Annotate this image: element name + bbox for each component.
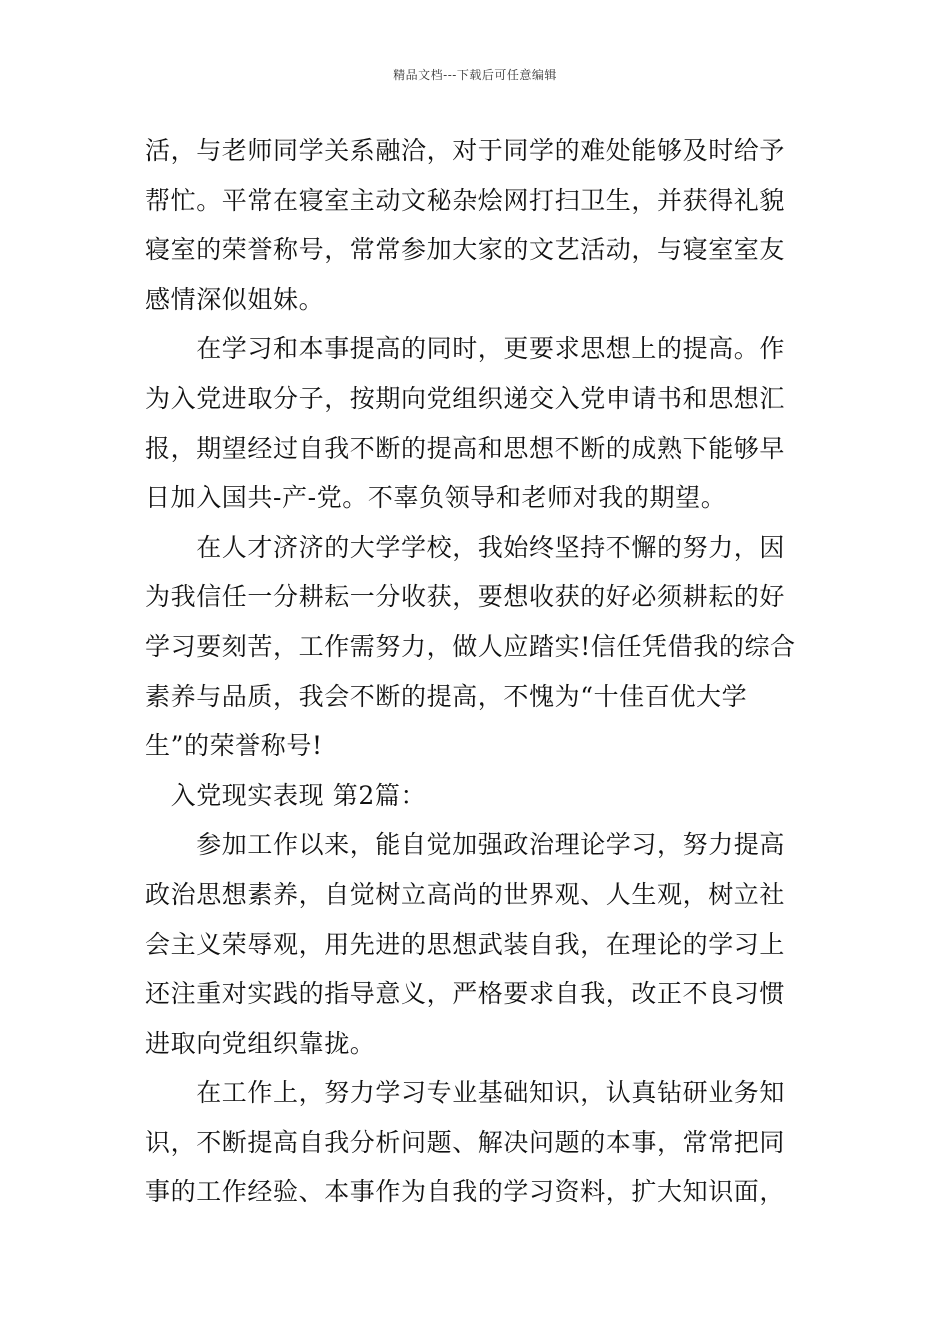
text-line: 日加入国共-产-党。不辜负领导和老师对我的期望。 [145, 483, 727, 513]
text-line: 为我信任一分耕耘一分收获，要想收获的好必须耕耘的好 [145, 582, 786, 612]
text-line: 感情深似姐妹。 [145, 284, 325, 314]
text-line: 活，与老师同学关系融洽，对于同学的难处能够及时给予 [145, 136, 786, 165]
text-line: 还注重对实践的指导意义，严格要求自我，改正不良习惯 [145, 979, 786, 1009]
text-line: 会主义荣辱观，用先进的思想武装自我，在理论的学习上 [145, 929, 786, 959]
text-line: 帮忙。平常在寝室主动文秘杂烩网打扫卫生，并获得礼貌 [145, 185, 786, 215]
text-line: 在学习和本事提高的同时，更要求思想上的提高。作 [145, 334, 786, 364]
text-line: 报，期望经过自我不断的提高和思想不断的成熟下能够早 [145, 433, 786, 463]
text-line: 生”的荣誉称号! [145, 731, 323, 761]
text-line: 政治思想素养，自觉树立高尚的世界观、人生观，树立社 [145, 879, 786, 909]
page-header: 精品文档---下载后可任意编辑 [393, 68, 557, 82]
text-line: 事的工作经验、本事作为自我的学习资料，扩大知识面， [145, 1177, 786, 1207]
text-line: 参加工作以来，能自觉加强政治理论学习，努力提高 [145, 830, 786, 860]
text-line: 寝室的荣誉称号，常常参加大家的文艺活动，与寝室室友 [145, 235, 786, 265]
text-line: 学习要刻苦，工作需努力，做人应踏实!信任凭借我的综合 [145, 631, 796, 661]
text-line: 识，不断提高自我分析问题、解决问题的本事，常常把同 [145, 1127, 786, 1157]
text-line: 进取向党组织靠拢。 [145, 1028, 376, 1058]
section-heading: 入党现实表现 第2篇： [145, 780, 427, 810]
text-line: 在工作上，努力学习专业基础知识，认真钻研业务知 [145, 1078, 786, 1108]
text-line: 为入党进取分子，按期向党组织递交入党申请书和思想汇 [145, 383, 786, 413]
text-line: 在人才济济的大学学校，我始终坚持不懈的努力，因 [145, 532, 786, 562]
text-line: 素养与品质，我会不断的提高，不愧为“十佳百优大学 [145, 681, 748, 711]
document-body [145, 126, 817, 1217]
